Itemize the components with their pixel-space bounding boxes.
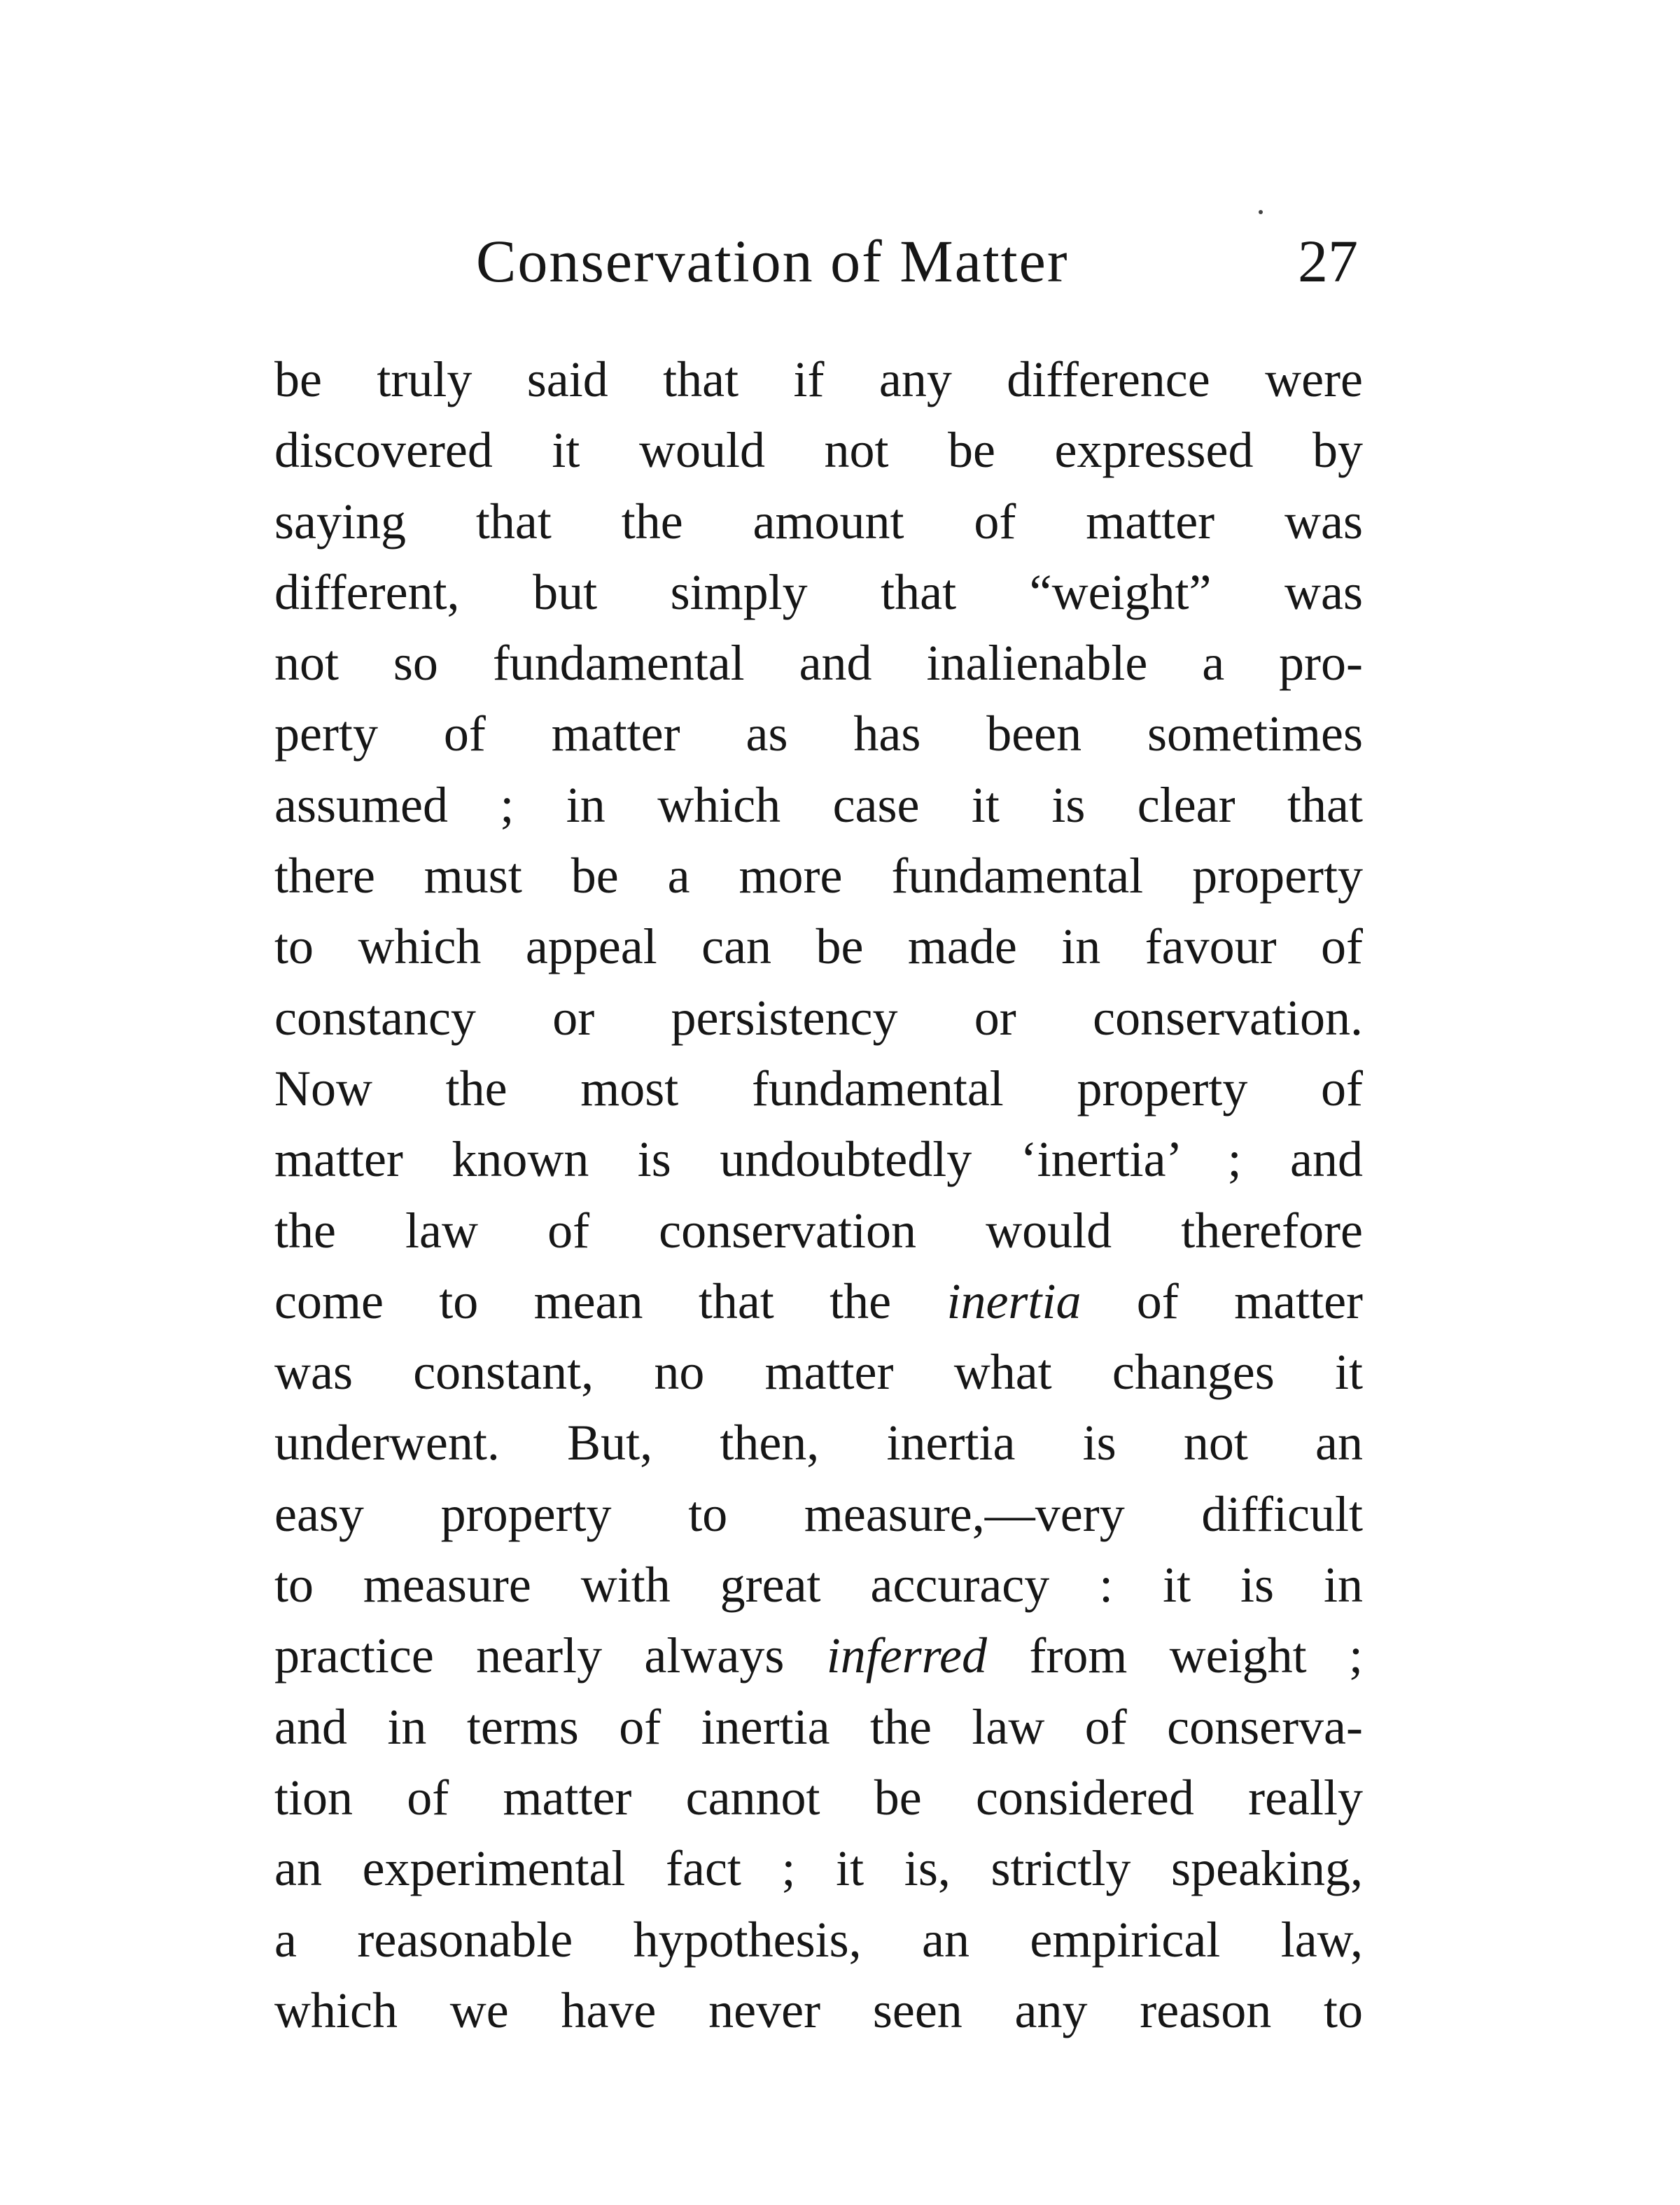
text-line [274, 841, 1363, 911]
text-line [274, 1550, 1363, 1620]
text-line [274, 1408, 1363, 1478]
italic-word: inferred [826, 1628, 988, 1684]
text-segment: saying that the amount of matter was [274, 493, 1363, 550]
text-line [274, 983, 1363, 1054]
text-line [274, 1905, 1363, 1975]
text-segment: practice nearly always [274, 1628, 827, 1684]
text-segment: assumed ; in which case it is clear that [274, 776, 1363, 833]
text-line [274, 1620, 1363, 1691]
text-line [274, 628, 1363, 699]
text-line [274, 1692, 1363, 1763]
text-line [274, 770, 1363, 841]
text-line [274, 344, 1363, 415]
text-line [274, 1763, 1363, 1833]
text-segment: different, but simply that “weight” was [274, 564, 1363, 620]
print-speck [1259, 210, 1263, 214]
text-line [274, 1196, 1363, 1266]
text-segment: was constant, no matter what changes it [274, 1344, 1363, 1401]
body-text [274, 344, 1363, 2046]
text-segment: which we have never seen any reason to [274, 1982, 1363, 2038]
text-segment: discovered it would not be expressed by [274, 422, 1363, 479]
text-line [274, 1479, 1363, 1550]
text-segment: be truly said that if any difference were [274, 351, 1363, 407]
text-segment: of matter [1081, 1273, 1364, 1329]
text-segment: and in terms of inertia the law of conserva- [274, 1698, 1363, 1755]
text-segment: a reasonable hypothesis, an empirical law, [274, 1911, 1363, 1968]
text-line [274, 911, 1363, 982]
running-head: Conservation of Matter [476, 227, 1069, 295]
text-segment: underwent. But, then, inertia is not an [274, 1415, 1363, 1471]
text-line [274, 1054, 1363, 1124]
text-line [274, 699, 1363, 769]
text-line [274, 1833, 1363, 1904]
italic-word: inertia [946, 1273, 1082, 1329]
text-segment: an experimental fact ; it is, strictly speaking, [274, 1840, 1363, 1897]
text-segment: Now the most fundamental property of [274, 1060, 1363, 1116]
text-segment: come to mean that the [274, 1273, 947, 1329]
text-segment: not so fundamental and inalienable a pro- [274, 635, 1363, 692]
text-segment: perty of matter as has been sometimes [274, 706, 1363, 762]
page-header [476, 223, 1358, 300]
text-line [274, 486, 1363, 557]
text-line [274, 1975, 1363, 2046]
text-line [274, 1124, 1363, 1195]
text-segment: from weight ; [987, 1628, 1364, 1684]
text-line [274, 1266, 1363, 1337]
text-segment: to which appeal can be made in favour of [274, 918, 1363, 975]
text-segment: the law of conservation would therefore [274, 1202, 1363, 1259]
text-segment: easy property to measure,—very difficult [274, 1485, 1363, 1542]
text-segment: to measure with great accuracy : it is in [274, 1557, 1363, 1614]
text-segment: matter known is undoubtedly ‘inertia’ ; and [274, 1131, 1363, 1188]
text-line [274, 415, 1363, 486]
text-line [274, 1337, 1363, 1408]
text-segment: tion of matter cannot be considered really [274, 1769, 1363, 1826]
text-segment: there must be a more fundamental property [274, 848, 1363, 904]
page-number: 27 [1298, 227, 1358, 295]
text-line [274, 557, 1363, 628]
text-segment: constancy or persistency or conservation. [274, 989, 1363, 1046]
